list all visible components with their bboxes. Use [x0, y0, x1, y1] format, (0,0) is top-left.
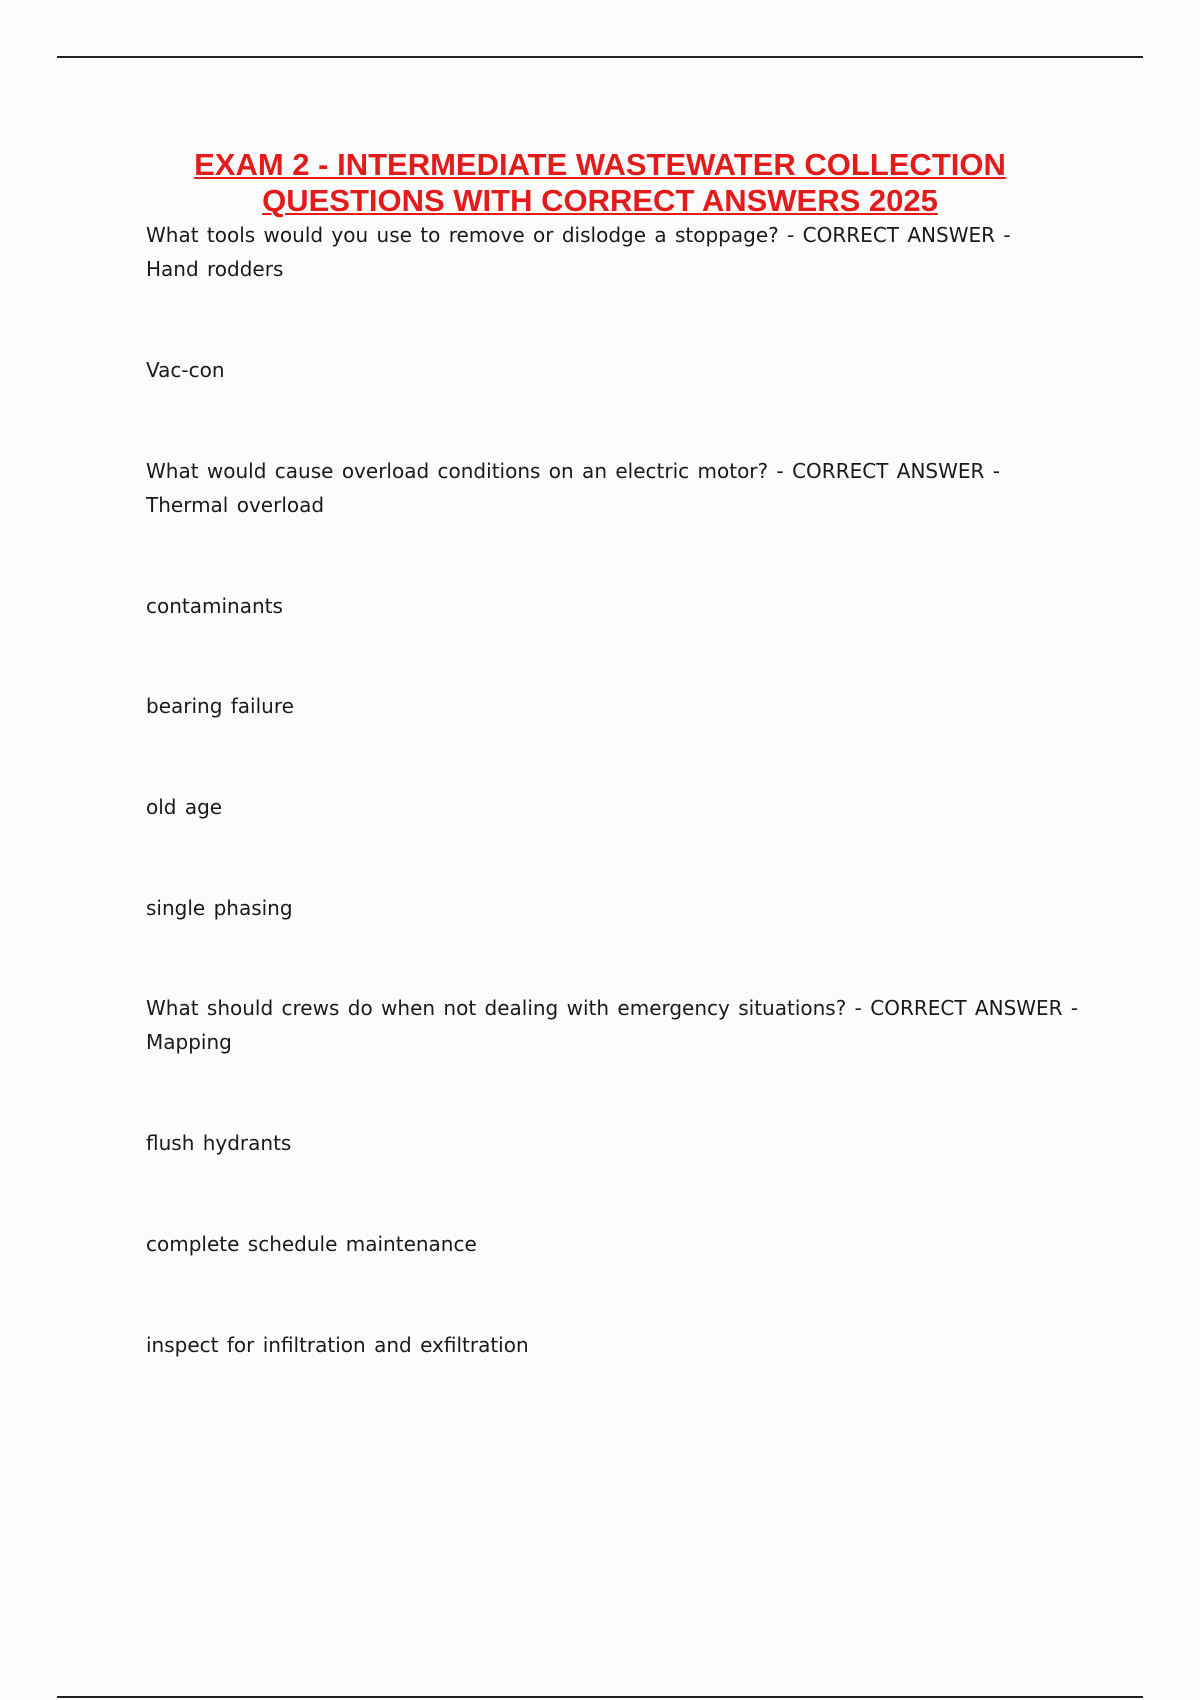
document-title	[57, 147, 1143, 219]
question-1: What tools would you use to remove or dislodge a stoppage? - CORRECT ANSWER -	[146, 223, 1011, 247]
answer-2-first: Thermal overload	[146, 493, 325, 517]
title-line-2: QUESTIONS WITH CORRECT ANSWERS 2025	[262, 183, 938, 218]
answer-3-item: flush hydrants	[146, 1131, 292, 1155]
answer-2-item: bearing failure	[146, 694, 294, 718]
answer-2-item: contaminants	[146, 594, 283, 618]
bottom-rule	[57, 1696, 1143, 1698]
top-rule	[57, 56, 1143, 58]
answer-2-item: single phasing	[146, 896, 293, 920]
answer-3-first: Mapping	[146, 1030, 232, 1054]
question-3: What should crews do when not dealing with emergency situations? - CORRECT ANSWER -	[146, 996, 1079, 1020]
question-2: What would cause overload conditions on an electric motor? - CORRECT ANSWER -	[146, 459, 1000, 483]
answer-2-item: old age	[146, 795, 223, 819]
answer-1-item: Vac-con	[146, 358, 225, 382]
title-line-1: EXAM 2 - INTERMEDIATE WASTEWATER COLLECTION	[194, 147, 1006, 182]
answer-3-item: complete schedule maintenance	[146, 1232, 477, 1256]
answer-1-first: Hand rodders	[146, 257, 284, 281]
answer-3-item: inspect for infiltration and exfiltration	[146, 1333, 529, 1357]
